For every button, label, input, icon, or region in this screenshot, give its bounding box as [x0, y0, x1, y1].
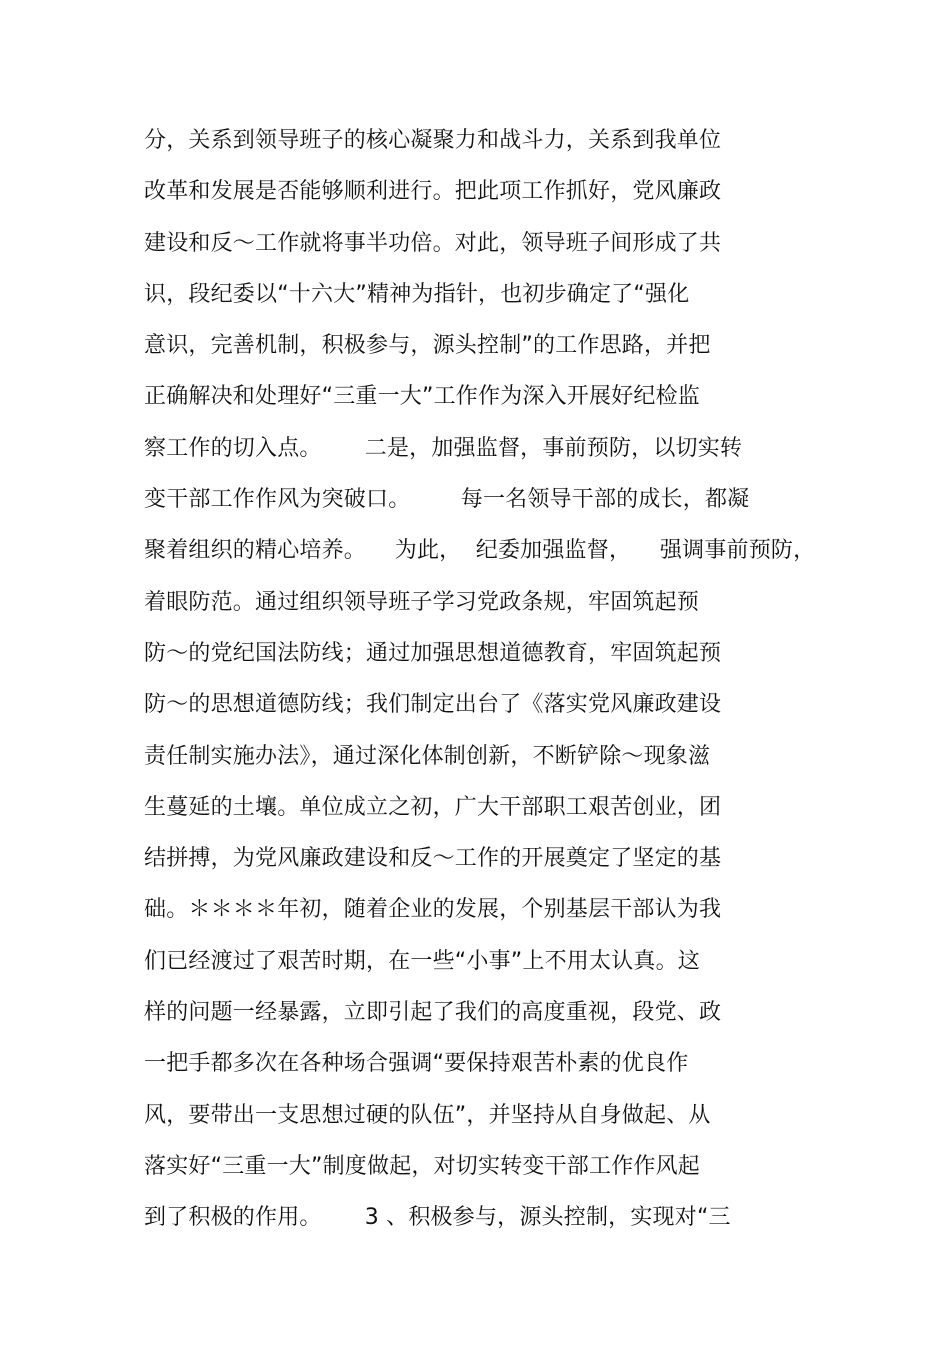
text-line: 察工作的切入点。 二是，加强监督，事前预防，以切实转: [144, 435, 743, 461]
text-line: 意识，完善机制，积极参与，源头控制”的工作思路，并把: [144, 333, 711, 359]
text-line: 识，段纪委以“十六大”精神为指针，也初步确定了“强化: [144, 281, 690, 307]
text-line: 样的问题一经暴露，立即引起了我们的高度重视，段党、政: [144, 1000, 722, 1026]
text-line: 正确解决和处理好“三重一大”工作作为深入开展好纪检监: [144, 384, 700, 410]
text-line: 落实好“三重一大”制度做起，对切实转变干部工作作风起: [144, 1153, 700, 1179]
text-line: 聚着组织的精心培养。 为此， 纪委加强监督， 强调事前预防，: [144, 538, 816, 564]
text-line: 责任制实施办法》，通过深化体制创新，不断铲除～现象滋: [144, 743, 711, 769]
text-line: 础。＊＊＊＊年初，随着企业的发展，个别基层干部认为我: [144, 897, 722, 923]
text-line: 一把手都多次在各种场合强调“要保持艰苦朴素的优良作: [144, 1051, 689, 1077]
text-line: 结拼搏，为党风廉政建设和反～工作的开展奠定了坚定的基: [144, 846, 722, 872]
text-line: 防～的思想道德防线；我们制定出台了《落实党风廉政建设: [144, 692, 722, 718]
text-line: 着眼防范。通过组织领导班子学习党政条规，牢固筑起预: [144, 589, 700, 615]
text-line: 风，要带出一支思想过硬的队伍”，并坚持从自身做起、从: [144, 1102, 711, 1128]
text-line: 分，关系到领导班子的核心凝聚力和战斗力，关系到我单位: [144, 128, 722, 153]
text-line: 改革和发展是否能够顺利进行。把此项工作抓好，党风廉政: [144, 179, 722, 205]
text-line: 们已经渡过了艰苦时期，在一些“小事”上不用太认真。这: [144, 948, 700, 974]
text-line: 防～的党纪国法防线；通过加强思想道德教育，牢固筑起预: [144, 640, 722, 666]
text-line: 到了积极的作用。 3 、积极参与，源头控制，实现对“三: [144, 1205, 731, 1231]
text-line: 变干部工作作风为突破口。 每一名领导干部的成长，都凝: [144, 487, 750, 513]
text-line: 生蔓延的土壤。单位成立之初，广大干部职工艰苦创业，团: [144, 794, 722, 820]
text-line: 建设和反～工作就将事半功倍。对此，领导班子间形成了共: [144, 230, 722, 256]
body-text: [144, 118, 844, 1247]
